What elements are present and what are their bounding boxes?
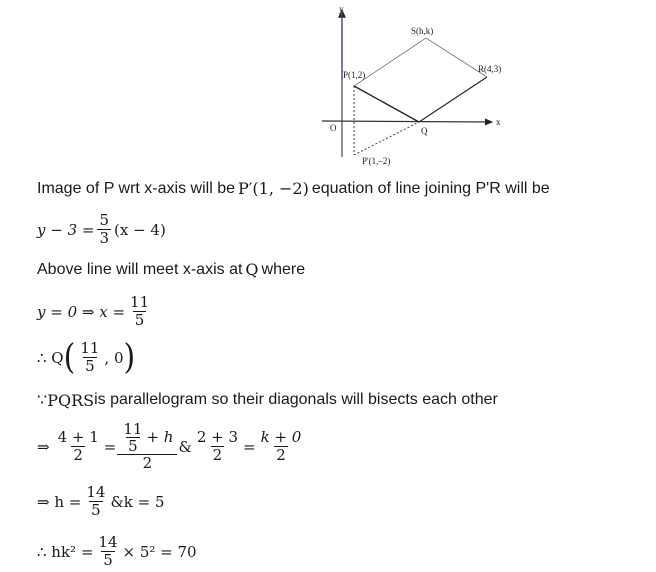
numerator: 11 [80,339,100,357]
solution-line-2 [37,212,166,247]
equation-rhs: &k = 5 [110,492,165,511]
point-p-label: P(1,2) [343,70,366,80]
parallelogram-diagram [0,0,656,175]
because-symbol: ∵ [37,392,48,409]
equals: = [243,437,256,456]
solution-line-8 [37,484,165,519]
solution-line-7 [37,421,306,472]
implies-symbol: ⇒ [37,437,50,456]
solution-line-9 [37,534,197,569]
denominator: 2 [73,446,83,464]
numerator: 11 [130,293,150,311]
fraction [128,294,151,329]
therefore-q: ∴ Q [37,348,64,367]
fraction [97,212,111,247]
fraction [84,484,107,519]
solution-line-6 [37,390,498,410]
fraction [195,429,240,464]
math-p-prime: P′(1, −2) [238,179,309,198]
solution-line-4 [37,294,154,329]
fraction [78,340,101,375]
fraction-nested [119,421,175,472]
denominator: 5 [91,501,101,519]
numerator: 11 [123,420,143,438]
denominator: 5 [85,357,95,375]
equation-lhs: y = 0 ⇒ x = [37,302,126,321]
denominator: 5 [103,551,113,569]
numerator [119,421,175,454]
denominator: 2 [212,446,223,464]
denominator: 5 [134,311,145,329]
text: Above line will meet x-axis at [37,260,243,278]
denominator: 2 [117,454,177,472]
point-r-label: R(4,3) [478,64,502,74]
coordinate-y: , 0 [104,348,124,367]
math-q: Q [245,260,259,279]
numerator: k + 0 [260,428,302,446]
denominator: 3 [99,229,110,247]
inner-fraction [121,421,144,454]
right-paren: ) [123,336,136,378]
numerator: 4 + 1 [57,428,99,446]
text: Image of P wrt x-axis will be [37,179,235,197]
point-p-prime-label: P'(1,–2) [362,156,391,166]
solution-line-3 [37,260,305,279]
equation-lhs: y − 3 = [37,220,95,239]
plus-h: + h [146,428,174,446]
equation-lhs: ⇒ h = [37,492,82,511]
fraction [259,429,304,464]
fraction [56,429,101,464]
left-paren: ( [63,336,76,378]
numerator: 2 + 3 [196,428,239,446]
x-axis-label: x [496,117,501,127]
text: where [261,260,306,278]
x-axis [322,121,492,122]
fraction [96,534,119,569]
numerator: 5 [99,211,110,229]
numerator: 14 [86,483,106,501]
y-axis-label: y [339,4,344,14]
equals: = [103,437,117,456]
equation-rhs: (x − 4) [114,220,166,239]
solution-line-5 [37,336,136,378]
point-q-label: Q [421,126,428,136]
ampersand: & [178,437,192,456]
equation-rhs: × 5² = 70 [122,542,197,561]
denominator: 2 [276,446,286,464]
point-s-label: S(h,k) [411,26,434,36]
text: equation of line joining P'R will be [311,179,550,197]
math-pqrs: PQRS [47,390,95,410]
denominator: 5 [128,437,138,455]
equation-lhs: ∴ hk² = [37,542,94,561]
origin-label: O [330,123,337,133]
solution-line-1 [37,179,550,198]
text: is parallelogram so their diagonals will bisects each other [94,391,498,408]
numerator: 14 [98,533,118,551]
